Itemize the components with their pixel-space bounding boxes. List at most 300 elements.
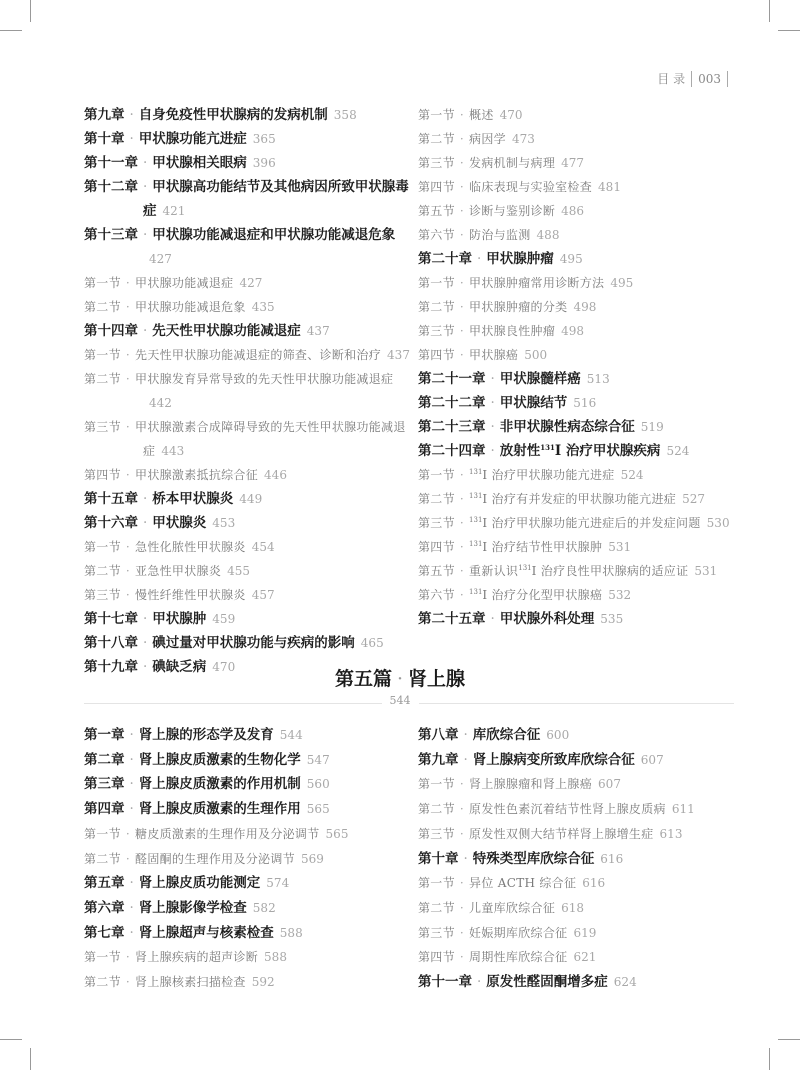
toc-section-entry[interactable] <box>84 822 410 847</box>
entry-title: 甲状腺功能亢进症 <box>138 131 247 147</box>
entry-number: 第二十一章 <box>418 371 486 387</box>
toc-section-entry[interactable] <box>84 295 410 319</box>
entry-title: I 治疗甲状腺疾病 <box>554 443 661 459</box>
entry-number: 第一节 <box>418 876 455 891</box>
separator-dot: · <box>490 611 495 627</box>
entry-title: 急性化脓性甲状腺炎 <box>135 540 246 554</box>
entry-title: 妊娠期库欣综合征 <box>469 925 568 940</box>
toc-section-entry[interactable] <box>418 511 768 535</box>
part-page-number: 544 <box>382 694 419 707</box>
toc-section-entry[interactable] <box>84 415 410 463</box>
entry-number: 第四节 <box>418 180 455 194</box>
entry-number: 第十八章 <box>84 635 138 651</box>
entry-title: 肾上腺腺瘤和肾上腺癌 <box>469 777 593 792</box>
separator-dot: · <box>125 276 131 290</box>
separator-dot: · <box>490 371 495 387</box>
entry-number: 第二节 <box>418 802 455 817</box>
entry-number: 第二节 <box>84 300 121 314</box>
toc-section-entry[interactable] <box>418 583 768 607</box>
separator-dot: · <box>463 850 468 867</box>
entry-number: 第一章 <box>84 727 125 743</box>
toc-section-entry[interactable] <box>418 871 768 896</box>
entry-title: 甲状腺功能减退症和甲状腺功能减退危象 <box>152 227 396 243</box>
entry-page-number: 465 <box>360 636 384 650</box>
entry-number: 第一节 <box>418 108 455 122</box>
entry-page-number: 513 <box>586 372 610 386</box>
separator-dot: · <box>396 668 404 690</box>
entry-number: 第四节 <box>418 348 455 362</box>
separator-dot: · <box>459 276 465 290</box>
entry-page-number: 616 <box>582 876 606 891</box>
entry-title: I 治疗结节性甲状腺肿 <box>482 540 603 554</box>
separator-dot: · <box>143 227 148 243</box>
separator-dot: · <box>459 228 465 242</box>
divider <box>691 71 692 87</box>
separator-dot: · <box>129 751 134 768</box>
entry-number: 第七章 <box>84 924 125 941</box>
entry-page-number: 453 <box>212 516 236 530</box>
entry-page-number: 498 <box>573 300 597 314</box>
entry-title: 甲状腺高功能结节及其他病因所致甲状腺毒症 <box>143 179 409 219</box>
toc-section-entry[interactable] <box>84 847 410 872</box>
entry-page-number: 519 <box>640 420 664 434</box>
entry-page-number: 470 <box>499 108 523 122</box>
separator-dot: · <box>125 950 131 965</box>
entry-page-number: 437 <box>306 324 330 338</box>
entry-page-number: 592 <box>251 975 275 990</box>
toc-column-lower-left <box>84 723 410 995</box>
entry-page-number: 449 <box>239 492 263 506</box>
part-number: 第五篇 <box>334 668 392 690</box>
entry-number: 第三节 <box>84 420 121 434</box>
separator-dot: · <box>459 925 465 940</box>
entry-number: 第一节 <box>84 826 121 841</box>
toc-section-entry[interactable] <box>84 463 410 487</box>
entry-number: 第六章 <box>84 899 125 916</box>
crop-mark <box>0 30 22 31</box>
entry-page-number: 443 <box>161 444 185 458</box>
isotope-superscript: 131 <box>469 492 483 500</box>
separator-dot: · <box>129 776 134 793</box>
separator-dot: · <box>459 900 465 915</box>
entry-title: I 治疗分化型甲状腺癌 <box>482 588 603 602</box>
entry-page-number: 624 <box>613 975 637 990</box>
separator-dot: · <box>129 727 134 743</box>
entry-page-number: 358 <box>333 108 357 122</box>
entry-number: 第二节 <box>418 492 455 506</box>
separator-dot: · <box>459 516 465 530</box>
entry-title: 肾上腺病变所致库欣综合征 <box>472 751 635 768</box>
entry-page-number: 457 <box>251 588 275 602</box>
entry-title: 病因学 <box>469 132 506 146</box>
separator-dot: · <box>459 777 465 792</box>
separator-dot: · <box>143 155 148 171</box>
toc-section-entry[interactable] <box>418 487 768 511</box>
entry-number: 第九章 <box>418 751 459 768</box>
entry-title: 甲状腺外科处理 <box>499 611 595 627</box>
toc-chapter-entry[interactable] <box>84 772 410 797</box>
toc-section-entry[interactable] <box>84 970 410 995</box>
toc-section-entry[interactable] <box>418 199 768 223</box>
toc-section-entry[interactable] <box>418 343 768 367</box>
isotope-superscript: 131 <box>540 443 555 452</box>
entry-title: 亚急性甲状腺炎 <box>135 564 222 578</box>
separator-dot: · <box>125 540 131 554</box>
entry-number: 第九章 <box>84 107 125 123</box>
entry-page-number: 565 <box>306 802 330 817</box>
entry-title: 碘缺乏病 <box>152 659 207 675</box>
separator-dot: · <box>477 974 482 991</box>
toc-chapter-entry[interactable] <box>418 367 768 391</box>
toc-section-entry[interactable] <box>418 127 768 151</box>
entry-page-number: 498 <box>561 324 585 338</box>
separator-dot: · <box>459 300 465 314</box>
entry-number: 第十一章 <box>418 974 472 991</box>
divider <box>727 71 728 87</box>
separator-dot: · <box>459 348 465 362</box>
entry-title: 肾上腺的形态学及发育 <box>138 727 274 743</box>
entry-page-number: 446 <box>264 468 287 482</box>
toc-chapter-entry[interactable] <box>418 970 768 995</box>
entry-title: 甲状腺良性肿瘤 <box>469 324 556 338</box>
separator-dot: · <box>459 108 465 122</box>
entry-title: 甲状腺激素合成障碍导致的先天性甲状腺功能减退症 <box>135 420 406 458</box>
entry-number: 第二节 <box>84 564 121 578</box>
entry-number: 第二章 <box>84 751 125 768</box>
toc-chapter-entry[interactable] <box>84 921 410 946</box>
entry-number: 第三章 <box>84 776 125 793</box>
toc-chapter-entry[interactable] <box>84 223 410 271</box>
entry-page-number: 588 <box>279 925 303 940</box>
part-heading <box>0 664 800 691</box>
entry-page-number: 544 <box>279 728 303 742</box>
entry-number: 第十一章 <box>84 155 138 171</box>
entry-number: 第一节 <box>418 468 455 482</box>
toc-section-entry[interactable] <box>418 945 768 970</box>
entry-title: 肾上腺皮质激素的生理作用 <box>138 801 301 818</box>
toc-section-entry[interactable] <box>418 103 768 127</box>
entry-number: 第八章 <box>418 727 459 743</box>
entry-number: 第二十五章 <box>418 611 486 627</box>
entry-title: 甲状腺肿瘤常用诊断方法 <box>469 276 605 290</box>
entry-page-number: 621 <box>573 950 597 965</box>
part-page <box>0 694 800 707</box>
separator-dot: · <box>459 802 465 817</box>
toc-chapter-entry[interactable] <box>84 871 410 896</box>
toc-chapter-entry[interactable] <box>84 797 410 822</box>
separator-dot: · <box>463 751 468 768</box>
entry-number: 第一节 <box>84 276 121 290</box>
toc-section-entry[interactable] <box>418 223 768 247</box>
toc-column-upper-right <box>418 103 768 631</box>
entry-title: 甲状腺炎 <box>152 515 207 531</box>
entry-page-number: 619 <box>573 925 597 940</box>
crop-mark <box>769 0 770 22</box>
isotope-superscript: 131 <box>518 564 532 572</box>
entry-title: 桥本甲状腺炎 <box>152 491 234 507</box>
toc-chapter-entry[interactable] <box>84 175 410 223</box>
separator-dot: · <box>459 468 465 482</box>
toc-chapter-entry[interactable] <box>84 127 410 151</box>
entry-title: 肾上腺核素扫描检查 <box>135 975 246 990</box>
toc-section-entry[interactable] <box>418 271 768 295</box>
entry-page-number: 477 <box>561 156 585 170</box>
entry-page-number: 574 <box>266 876 290 891</box>
entry-title: I 治疗有并发症的甲状腺功能亢进症 <box>482 492 677 506</box>
entry-title: 甲状腺发育异常导致的先天性甲状腺功能减退症 <box>135 372 394 386</box>
entry-number: 第三节 <box>418 826 455 841</box>
toc-section-entry[interactable] <box>84 535 410 559</box>
entry-page-number: 616 <box>600 851 624 866</box>
separator-dot: · <box>463 727 468 743</box>
entry-page-number: 547 <box>306 752 330 767</box>
toc-chapter-entry[interactable] <box>84 151 410 175</box>
separator-dot: · <box>129 875 134 892</box>
entry-title: 慢性纤维性甲状腺炎 <box>135 588 246 602</box>
toc-chapter-entry[interactable] <box>418 748 768 773</box>
entry-title: 原发性色素沉着结节性肾上腺皮质病 <box>469 802 666 817</box>
entry-title: 库欣综合征 <box>472 727 541 743</box>
entry-page-number: 481 <box>598 180 621 194</box>
part-title: 肾上腺 <box>408 668 466 690</box>
entry-page-number: 531 <box>608 540 632 554</box>
isotope-superscript: 131 <box>469 468 483 476</box>
entry-title: 先天性甲状腺功能减退症的筛查、诊断和治疗 <box>135 348 382 362</box>
toc-section-entry[interactable] <box>418 175 768 199</box>
header-section: 目 录 <box>657 72 686 86</box>
entry-number: 第十九章 <box>84 659 138 675</box>
entry-number: 第六节 <box>418 228 455 242</box>
entry-page-number: 535 <box>600 612 624 626</box>
separator-dot: · <box>459 180 465 194</box>
toc-chapter-entry[interactable] <box>84 103 410 127</box>
toc-section-entry[interactable] <box>418 822 768 847</box>
separator-dot: · <box>459 950 465 965</box>
toc-section-entry[interactable] <box>418 535 768 559</box>
entry-title: 肾上腺影像学检查 <box>138 899 247 916</box>
entry-number: 第三节 <box>418 324 455 338</box>
entry-title: 临床表现与实验室检查 <box>469 180 593 194</box>
entry-number: 第十六章 <box>84 515 138 531</box>
entry-page-number: 435 <box>251 300 275 314</box>
toc-section-entry[interactable] <box>418 295 768 319</box>
entry-title: 糖皮质激素的生理作用及分泌调节 <box>135 826 320 841</box>
entry-number: 第二十章 <box>418 251 472 267</box>
entry-number: 第一节 <box>84 348 121 362</box>
entry-title: I 治疗良性甲状腺病的适应证 <box>531 564 689 578</box>
entry-number: 第四节 <box>84 468 121 482</box>
entry-page-number: 459 <box>212 612 236 626</box>
separator-dot: · <box>143 659 148 675</box>
toc-chapter-entry[interactable] <box>418 247 768 271</box>
entry-title-prefix: 重新认识 <box>469 564 519 578</box>
toc-section-entry[interactable] <box>84 271 410 295</box>
separator-dot: · <box>459 876 465 891</box>
toc-section-entry[interactable] <box>84 559 410 583</box>
isotope-superscript: 131 <box>469 588 483 596</box>
toc-section-entry[interactable] <box>418 797 768 822</box>
separator-dot: · <box>459 540 465 554</box>
entry-title: 异位 ACTH 综合征 <box>469 876 577 891</box>
entry-title: 甲状腺肿瘤的分类 <box>469 300 568 314</box>
entry-page-number: 470 <box>212 660 236 674</box>
entry-page-number: 531 <box>694 564 718 578</box>
crop-mark <box>778 30 800 31</box>
toc-section-entry[interactable] <box>418 319 768 343</box>
entry-page-number: 454 <box>251 540 275 554</box>
entry-number: 第一节 <box>418 777 455 792</box>
toc-chapter-entry[interactable] <box>418 415 768 439</box>
entry-page-number: 532 <box>608 588 632 602</box>
entry-number: 第六节 <box>418 588 455 602</box>
entry-title: 周期性库欣综合征 <box>469 950 568 965</box>
separator-dot: · <box>459 156 465 170</box>
entry-number: 第一节 <box>84 950 121 965</box>
entry-number: 第二十三章 <box>418 419 486 435</box>
entry-number: 第二十四章 <box>418 443 486 459</box>
entry-number: 第五节 <box>418 564 455 578</box>
entry-page-number: 524 <box>620 468 644 482</box>
entry-number: 第五章 <box>84 875 125 892</box>
toc-chapter-entry[interactable] <box>84 487 410 511</box>
entry-number: 第十章 <box>84 131 125 147</box>
toc-chapter-entry[interactable] <box>84 723 410 748</box>
entry-number: 第二节 <box>84 372 121 386</box>
separator-dot: · <box>490 443 495 459</box>
entry-page-number: 427 <box>239 276 263 290</box>
toc-chapter-entry[interactable] <box>418 847 768 872</box>
separator-dot: · <box>143 611 148 627</box>
entry-page-number: 618 <box>561 900 585 915</box>
toc-section-entry[interactable] <box>418 559 768 583</box>
toc-section-entry[interactable] <box>418 772 768 797</box>
entry-page-number: 442 <box>149 396 172 410</box>
separator-dot: · <box>125 468 131 482</box>
isotope-superscript: 131 <box>469 540 483 548</box>
entry-title: 甲状腺功能减退危象 <box>135 300 246 314</box>
entry-title: 非甲状腺性病态综合征 <box>499 419 635 435</box>
separator-dot: · <box>125 372 131 386</box>
entry-page-number: 560 <box>306 777 330 792</box>
header-page-number: 003 <box>698 71 721 86</box>
entry-page-number: 530 <box>706 516 730 530</box>
entry-number: 第四节 <box>418 950 455 965</box>
toc-chapter-entry[interactable] <box>418 391 768 415</box>
toc-chapter-entry[interactable] <box>84 631 410 655</box>
entry-page-number: 365 <box>252 132 276 146</box>
entry-title: 肾上腺皮质功能测定 <box>138 875 261 892</box>
toc-chapter-entry[interactable] <box>84 511 410 535</box>
toc-section-entry[interactable] <box>418 921 768 946</box>
toc-section-entry[interactable] <box>418 463 768 487</box>
toc-section-entry[interactable] <box>418 151 768 175</box>
toc-section-entry[interactable] <box>84 945 410 970</box>
entry-page-number: 437 <box>387 348 410 362</box>
toc-chapter-entry[interactable] <box>84 607 410 631</box>
toc-chapter-entry[interactable] <box>418 723 768 748</box>
entry-page-number: 607 <box>640 752 664 767</box>
toc-section-entry[interactable] <box>84 343 410 367</box>
toc-section-entry[interactable] <box>84 583 410 607</box>
entry-page-number: 527 <box>682 492 705 506</box>
entry-title: 原发性双侧大结节样肾上腺增生症 <box>469 826 654 841</box>
toc-chapter-entry[interactable] <box>418 607 768 631</box>
separator-dot: · <box>459 826 465 841</box>
entry-title: 甲状腺相关眼病 <box>152 155 247 171</box>
separator-dot: · <box>129 131 134 147</box>
separator-dot: · <box>459 564 465 578</box>
entry-page-number: 524 <box>666 444 690 458</box>
separator-dot: · <box>459 492 465 506</box>
toc-chapter-entry[interactable] <box>84 748 410 773</box>
entry-number: 第二十二章 <box>418 395 486 411</box>
entry-title: 特殊类型库欣综合征 <box>472 850 595 867</box>
separator-dot: · <box>459 132 465 146</box>
entry-page-number: 611 <box>671 802 695 817</box>
isotope-superscript: 131 <box>469 516 483 524</box>
separator-dot: · <box>490 419 495 435</box>
separator-dot: · <box>125 975 131 990</box>
entry-number: 第十三章 <box>84 227 138 243</box>
entry-title-prefix: 放射性 <box>499 443 541 459</box>
entry-number: 第五节 <box>418 204 455 218</box>
separator-dot: · <box>129 801 134 818</box>
entry-number: 第四节 <box>418 540 455 554</box>
entry-page-number: 565 <box>325 826 349 841</box>
separator-dot: · <box>125 588 131 602</box>
entry-title: 发病机制与病理 <box>469 156 556 170</box>
entry-title: 甲状腺癌 <box>469 348 519 362</box>
entry-title: 肾上腺皮质激素的作用机制 <box>138 776 301 793</box>
separator-dot: · <box>129 899 134 916</box>
entry-page-number: 588 <box>264 950 287 965</box>
separator-dot: · <box>125 564 131 578</box>
entry-number: 第二节 <box>84 851 121 866</box>
toc-chapter-entry[interactable] <box>84 896 410 921</box>
entry-title: 肾上腺超声与核素检查 <box>138 924 274 941</box>
entry-page-number: 495 <box>610 276 634 290</box>
toc-chapter-entry[interactable] <box>418 439 768 463</box>
entry-number: 第十四章 <box>84 323 138 339</box>
separator-dot: · <box>129 924 134 941</box>
entry-title: 自身免疫性甲状腺病的发病机制 <box>138 107 328 123</box>
separator-dot: · <box>459 588 465 602</box>
entry-number: 第四章 <box>84 801 125 818</box>
toc-section-entry[interactable] <box>84 367 410 415</box>
entry-title: 碘过量对甲状腺功能与疾病的影响 <box>152 635 355 651</box>
separator-dot: · <box>125 420 131 434</box>
entry-title: 甲状腺结节 <box>499 395 568 411</box>
entry-page-number: 607 <box>598 777 621 792</box>
separator-dot: · <box>129 107 134 123</box>
crop-mark <box>778 1039 800 1040</box>
toc-chapter-entry[interactable] <box>84 319 410 343</box>
entry-title: 甲状腺激素抵抗综合征 <box>135 468 259 482</box>
entry-page-number: 582 <box>252 900 276 915</box>
entry-title: I 治疗甲状腺功能亢进症后的并发症问题 <box>482 516 701 530</box>
crop-mark <box>30 0 31 22</box>
entry-title: 甲状腺髓样癌 <box>499 371 581 387</box>
entry-page-number: 473 <box>511 132 535 146</box>
entry-number: 第二节 <box>418 132 455 146</box>
separator-dot: · <box>125 348 131 362</box>
entry-page-number: 613 <box>659 826 683 841</box>
separator-dot: · <box>490 395 495 411</box>
entry-title: 儿童库欣综合征 <box>469 900 556 915</box>
entry-number: 第三节 <box>418 156 455 170</box>
toc-section-entry[interactable] <box>418 896 768 921</box>
entry-title: 肾上腺皮质激素的生物化学 <box>138 751 301 768</box>
